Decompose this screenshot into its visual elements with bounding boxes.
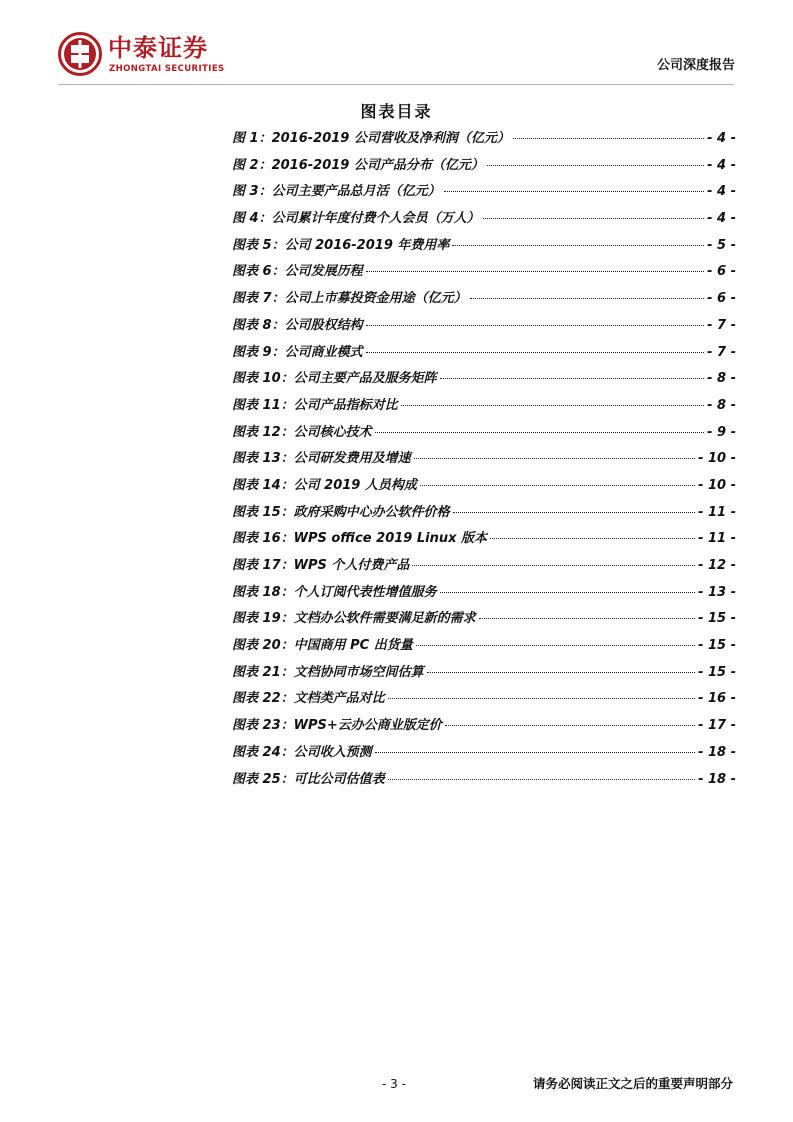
toc-entry-label: 图表 21： bbox=[232, 664, 294, 680]
toc-entry-title: 中国商用 PC 出货量 bbox=[293, 638, 413, 654]
toc-entry-title: 公司收入预测 bbox=[293, 744, 372, 760]
toc-entry-label: 图表 5： bbox=[232, 237, 285, 253]
toc-entry-label: 图表 8： bbox=[232, 317, 285, 333]
toc-entry-label: 图 1： bbox=[232, 131, 272, 146]
toc-entry[interactable] bbox=[232, 206, 736, 233]
toc-dot-leader bbox=[414, 458, 695, 459]
toc-entry[interactable] bbox=[232, 633, 736, 660]
toc-entry-page: - 15 - bbox=[698, 638, 736, 654]
toc-dot-leader bbox=[420, 485, 695, 486]
toc-entry-page: - 7 - bbox=[707, 344, 736, 360]
toc-entry-page: - 15 - bbox=[698, 664, 736, 680]
toc-entry[interactable] bbox=[232, 446, 736, 473]
toc-entry-label: 图表 19： bbox=[232, 611, 294, 627]
toc-entry[interactable] bbox=[232, 313, 736, 340]
toc-entry[interactable] bbox=[232, 233, 736, 260]
toc-entry-label: 图表 14： bbox=[232, 477, 294, 493]
toc-dot-leader bbox=[440, 378, 704, 379]
toc-entry-label: 图表 16： bbox=[232, 531, 294, 547]
toc-entry-page: - 10 - bbox=[698, 477, 736, 493]
toc-dot-leader bbox=[416, 645, 695, 646]
toc-entry-title: 公司发展历程 bbox=[284, 264, 363, 280]
toc-entry-label: 图表 6： bbox=[232, 264, 285, 280]
toc-entry-page: - 13 - bbox=[698, 584, 736, 600]
toc-entry[interactable] bbox=[232, 126, 736, 153]
toc-dot-leader bbox=[375, 752, 695, 753]
toc-dot-leader bbox=[388, 779, 695, 780]
toc-entry[interactable] bbox=[232, 153, 736, 180]
toc-entry[interactable] bbox=[232, 179, 736, 206]
toc-entry-title: 公司 2016-2019 年费用率 bbox=[284, 237, 450, 253]
toc-entry-page: - 17 - bbox=[698, 718, 736, 734]
toc-entry-title: WPS+云办公商业版定价 bbox=[293, 718, 442, 734]
toc-dot-leader bbox=[452, 245, 704, 246]
toc-dot-leader bbox=[479, 618, 695, 619]
toc-entry-label: 图表 22： bbox=[232, 691, 294, 707]
toc-entry-page: - 4 - bbox=[707, 184, 736, 200]
toc-entry[interactable] bbox=[232, 420, 736, 447]
toc-entry-page: - 8 - bbox=[707, 397, 736, 413]
toc-dot-leader bbox=[453, 512, 695, 513]
toc-entry-title: 可比公司估值表 bbox=[293, 771, 385, 787]
table-of-figures bbox=[232, 126, 736, 793]
page-footer bbox=[0, 1076, 793, 1096]
toc-entry-page: - 4 - bbox=[707, 211, 736, 227]
toc-dot-leader bbox=[366, 271, 705, 272]
toc-entry-page: - 12 - bbox=[698, 558, 736, 573]
toc-entry[interactable] bbox=[232, 606, 736, 633]
toc-entry[interactable] bbox=[232, 286, 736, 313]
toc-entry-title: WPS 个人付费产品 bbox=[293, 558, 410, 573]
toc-entry-label: 图表 17： bbox=[232, 558, 294, 573]
toc-entry-title: 公司产品指标对比 bbox=[293, 397, 398, 413]
toc-dot-leader bbox=[427, 672, 695, 673]
toc-entry-label: 图表 10： bbox=[232, 371, 294, 387]
toc-entry-label: 图表 18： bbox=[232, 584, 294, 600]
toc-entry[interactable] bbox=[232, 340, 736, 367]
toc-entry-label: 图表 13： bbox=[232, 451, 294, 467]
toc-entry-page: - 4 - bbox=[707, 131, 736, 146]
header-divider bbox=[58, 84, 734, 85]
toc-dot-leader bbox=[470, 298, 705, 299]
toc-entry-label: 图表 7： bbox=[232, 291, 285, 307]
toc-entry-page: - 18 - bbox=[698, 771, 736, 787]
toc-entry-title: 文档协同市场空间估算 bbox=[293, 664, 424, 680]
toc-entry-label: 图表 25： bbox=[232, 771, 294, 787]
toc-entry-title: WPS office 2019 Linux 版本 bbox=[293, 531, 488, 547]
report-type-label: 公司深度报告 bbox=[656, 58, 735, 73]
toc-entry-label: 图表 24： bbox=[232, 744, 294, 760]
toc-entry-title: 公司研发费用及增速 bbox=[293, 451, 411, 467]
toc-entry-title: 公司累计年度付费个人会员（万人） bbox=[271, 211, 480, 227]
toc-entry[interactable] bbox=[232, 713, 736, 740]
toc-entry-label: 图 4： bbox=[232, 211, 272, 227]
toc-entry[interactable] bbox=[232, 740, 736, 767]
toc-entry[interactable] bbox=[232, 553, 736, 580]
toc-entry-page: - 15 - bbox=[698, 611, 736, 627]
toc-entry[interactable] bbox=[232, 393, 736, 420]
toc-entry[interactable] bbox=[232, 686, 736, 713]
toc-entry-page: - 6 - bbox=[707, 264, 736, 280]
toc-entry-label: 图表 11： bbox=[232, 397, 294, 413]
toc-entry-label: 图表 15： bbox=[232, 504, 294, 520]
toc-entry-title: 公司商业模式 bbox=[284, 344, 363, 360]
toc-dot-leader bbox=[375, 432, 704, 433]
toc-entry-label: 图 3： bbox=[232, 184, 272, 200]
toc-title: 图表目录 bbox=[360, 102, 433, 121]
toc-entry-page: - 7 - bbox=[707, 317, 736, 333]
toc-entry-title: 文档办公软件需要满足新的需求 bbox=[293, 611, 476, 627]
toc-entry-page: - 11 - bbox=[698, 504, 736, 520]
toc-entry-page: - 4 - bbox=[707, 157, 736, 173]
toc-entry-page: - 9 - bbox=[707, 424, 736, 440]
toc-entry-label: 图 2： bbox=[232, 157, 272, 173]
page-header bbox=[0, 0, 793, 90]
toc-entry[interactable] bbox=[232, 366, 736, 393]
toc-entry-title: 公司 2019 人员构成 bbox=[293, 477, 417, 493]
toc-dot-leader bbox=[401, 405, 704, 406]
disclaimer-text: 请务必阅读正文之后的重要声明部分 bbox=[532, 1076, 733, 1091]
toc-entry-title: 公司主要产品及服务矩阵 bbox=[293, 371, 437, 387]
toc-dot-leader bbox=[483, 218, 705, 219]
toc-dot-leader bbox=[487, 165, 704, 166]
toc-entry-title: 政府采购中心办公软件价格 bbox=[293, 504, 450, 520]
toc-entry[interactable] bbox=[232, 660, 736, 687]
toc-entry[interactable] bbox=[232, 580, 736, 607]
toc-entry-page: - 10 - bbox=[698, 451, 736, 467]
toc-entry[interactable] bbox=[232, 473, 736, 500]
toc-dot-leader bbox=[513, 138, 704, 139]
toc-dot-leader bbox=[440, 592, 695, 593]
toc-entry-label: 图表 23： bbox=[232, 718, 294, 734]
toc-entry-title: 2016-2019 公司产品分布（亿元） bbox=[271, 157, 484, 173]
toc-entry-page: - 16 - bbox=[698, 691, 736, 707]
toc-entry-title: 公司核心技术 bbox=[293, 424, 372, 440]
toc-dot-leader bbox=[444, 191, 705, 192]
toc-entry-page: - 11 - bbox=[698, 531, 736, 547]
toc-entry-page: - 5 - bbox=[707, 237, 736, 253]
toc-dot-leader bbox=[366, 352, 705, 353]
page-number: - 3 - bbox=[382, 1077, 406, 1091]
logo-english-name: ZHONGTAI SECURITIES bbox=[109, 64, 225, 74]
toc-entry[interactable] bbox=[232, 767, 736, 794]
toc-entry-title: 2016-2019 公司营收及净利润（亿元） bbox=[271, 131, 510, 146]
toc-dot-leader bbox=[445, 725, 695, 726]
toc-entry-label: 图表 12： bbox=[232, 424, 294, 440]
logo-chinese-name: 中泰证券 bbox=[108, 34, 208, 62]
toc-entry[interactable] bbox=[232, 526, 736, 553]
zhongtai-logo-icon bbox=[58, 32, 102, 76]
toc-dot-leader bbox=[412, 565, 695, 566]
toc-entry-page: - 18 - bbox=[698, 744, 736, 760]
toc-entry-page: - 6 - bbox=[707, 291, 736, 307]
toc-entry[interactable] bbox=[232, 500, 736, 527]
toc-entry-page: - 8 - bbox=[707, 371, 736, 387]
toc-entry-title: 公司上市募投资金用途（亿元） bbox=[284, 291, 467, 307]
toc-entry-title: 公司主要产品总月活（亿元） bbox=[271, 184, 441, 200]
toc-dot-leader bbox=[366, 325, 705, 326]
toc-dot-leader bbox=[490, 538, 695, 539]
company-logo bbox=[58, 32, 238, 78]
toc-entry[interactable] bbox=[232, 259, 736, 286]
toc-entry-title: 个人订阅代表性增值服务 bbox=[293, 584, 437, 600]
toc-entry-title: 公司股权结构 bbox=[284, 317, 363, 333]
toc-entry-label: 图表 9： bbox=[232, 344, 285, 360]
toc-entry-label: 图表 20： bbox=[232, 638, 294, 654]
toc-entry-title: 文档类产品对比 bbox=[293, 691, 385, 707]
toc-dot-leader bbox=[388, 698, 695, 699]
